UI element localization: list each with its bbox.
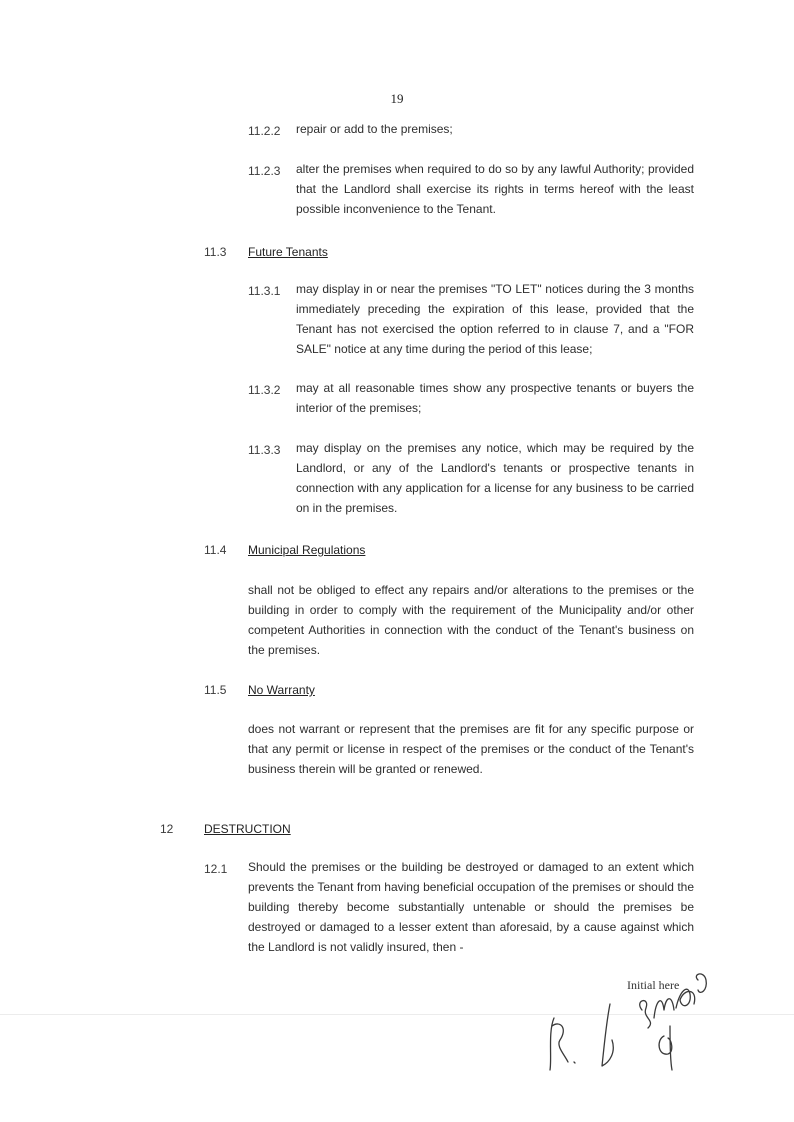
clause-text-11-5: does not warrant or represent that the premises are fit for any specific purpose or that any permit or license in respect of the premises or the conduct of the Tenant's business therein will be granted or renewed. <box>248 722 694 776</box>
clause-text-12-1: Should the premises or the building be destroyed or damaged to an extent which prevents the Tenant from having beneficial occupation of the premises or should the building thereby become substantially untenable or should the premises be destroyed or damaged to a lesser extent than aforesaid, by a cause against which the Landlord is not validly insured, then - <box>248 860 694 954</box>
heading-destruction: DESTRUCTION <box>204 822 291 836</box>
page-number: 19 <box>390 91 404 106</box>
sig-stroke-4 <box>640 1001 651 1028</box>
sig-stroke-7 <box>659 1026 672 1070</box>
initial-here-label: Initial here <box>627 978 680 992</box>
clause-text-11-3-2: may at all reasonable times show any prospective tenants or buyers the interior of the premises; <box>296 381 694 415</box>
heading-no-warranty: No Warranty <box>248 683 315 697</box>
clause-number-11-3-3: 11.3.3 <box>248 443 281 457</box>
clause-text-11-3-3: may display on the premises any notice, which may be required by the Landlord, or any of the Landlord's tenants or prospective tenants in connection with any application for a license for any business to be carried on in the premises. <box>296 441 694 515</box>
clause-number-11-3-1: 11.3.1 <box>248 284 281 298</box>
sig-stroke-5 <box>654 999 674 1018</box>
clause-text-11-2-2: repair or add to the premises; <box>296 122 453 136</box>
clause-text-11-4: shall not be obliged to effect any repairs and/or alterations to the premises or the building in order to comply with the requirement of the Municipality and/or other competent Authorities in connection with the conduct of the Tenant's business on the premises. <box>248 583 694 657</box>
clause-text-11-3-1: may display in or near the premises "TO LET" notices during the 3 months immediately preceding the expiration of this lease, provided that the Tenant has not exercised the option referred to in clause 7, and a "FOR SALE" notice at any time during the period of this lease; <box>296 282 694 356</box>
clause-number-12-1: 12.1 <box>204 862 228 876</box>
sig-stroke-3 <box>602 1004 613 1066</box>
clause-text-11-2-3: alter the premises when required to do so by any lawful Authority; provided that the Landlord shall exercise its rights in terms hereof with the least possible inconvenience to the Tenant. <box>296 162 694 216</box>
clause-number-11-5: 11.5 <box>204 683 227 697</box>
clause-number-12: 12 <box>160 822 174 836</box>
clause-number-11-2-2: 11.2.2 <box>248 124 281 138</box>
handwritten-initials-signature <box>530 970 730 1080</box>
clause-number-11-2-3: 11.2.3 <box>248 164 281 178</box>
sig-stroke-6 <box>676 989 695 1008</box>
heading-future-tenants: Future Tenants <box>248 245 328 259</box>
sig-stroke-2 <box>552 1024 568 1062</box>
sig-dot <box>574 1062 575 1063</box>
heading-municipal-regulations: Municipal Regulations <box>248 543 366 557</box>
clause-number-11-3-2: 11.3.2 <box>248 383 281 397</box>
clause-number-11-4: 11.4 <box>204 543 227 557</box>
initial-loop-stroke <box>696 974 706 992</box>
clause-number-11-3: 11.3 <box>204 245 227 259</box>
